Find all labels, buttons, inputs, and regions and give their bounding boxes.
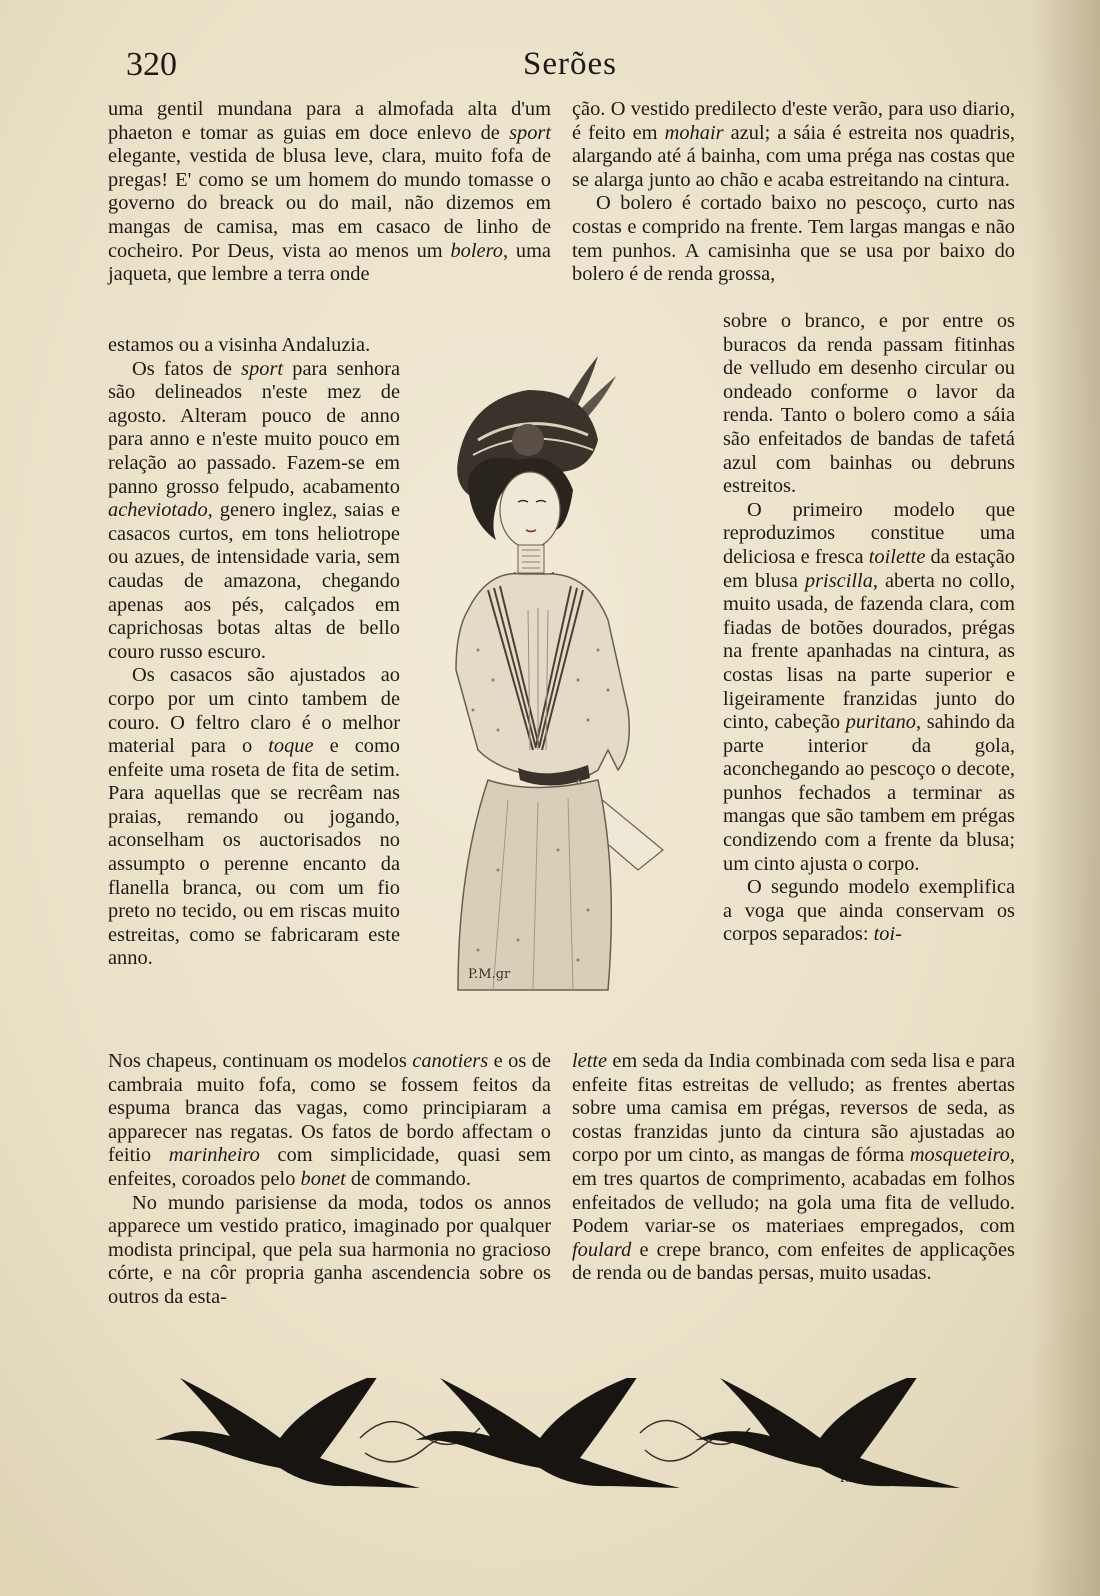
border-signature: P.M.gr [840,1472,876,1485]
paragraph: Os fatos de sport para senhora são delineados n'este mez de agosto. Alteram pouco de anno para anno e n'este muito pouco em relação ao passado. Fazem-se em panno grosso felpudo, acabamento acheviotado, genero inglez, saias e casacos curtos, em tons heliotrope ou azues, de intensidade varia, sem caudas de amazona, chegando apenas aos pés, calçados em caprichosas botas altas de bello couro russo escuro. [108,357,400,663]
paragraph: No mundo parisiense da moda, todos os annos apparece um vestido pratico, imaginado por qualquer modista principal, que pela sua harmonia no gracioso córte, e na côr propria ganha ascendencia sobre os outros da esta- [108,1191,551,1308]
magazine-title: Serões [523,46,617,82]
paragraph: lette em seda da India combinada com seda lisa e para enfeite fitas estreitas de velludo; as frentes abertas sobre uma camisa em prégas, reversos de seda, as costas franzidas junto da cintura são ajustadas ao corpo por um cinto, as mangas de fórma mosqueteiro, em tres quartos de comprimento, acabadas em folhos enfeitados de velludo; na gola uma fita de velludo. Podem variar-se os materiaes empregados, com foulard e crepe branco, com enfeites de applicações de renda ou de bandas persas, muito usadas. [572,1050,1015,1285]
paragraph: O segundo modelo exemplifica a voga que ainda conservam os corpos separados: toi- [723,876,1015,946]
page-header [120,46,1020,86]
right-column-top [572,98,1015,287]
right-column-bottom [572,1050,1015,1286]
paragraph: Os casacos são ajustados ao corpo por um cinto tambem de couro. O feltro claro é o melhor material para o toque e como enfeite uma roseta de fita de setim. Para aquellas que se recrêam nas praias, remando ou jogando, aconselham os auctorisados no assumpto o perenne encanto da flanella branca, ou com um fio preto no tecido, ou em riscas muito estreitas, como se fabricaram este anno. [108,664,400,970]
paragraph: ção. O vestido predilecto d'este verão, para uso diario, é feito em mohair azul; a sáia é estreita nos quadris, alargando até á bainha, com uma préga nas costas que se alarga junto ao chão e acaba estreitando na cintura. [572,98,1016,191]
paragraph: Nos chapeus, continuam os modelos canotiers e os de cambraia muito fofa, como se fossem feitos da espuma branca das vagas, como principiaram a apparecer nas regatas. Os fatos de bordo affectam o feitio marinheiro com simplicidade, quasi sem enfeites, coroados pelo bonet de commando. [108,1050,551,1190]
page-edge-shadow [1030,0,1100,1596]
left-column-bottom [108,1050,551,1310]
paragraph: O bolero é cortado baixo no pescoço, curto nas costas e comprido na frente. Tem largas mangas e não tem punhos. A camisinha que se usa por baixo do bolero é de renda grossa, [572,192,1015,286]
flying-swallows-icon [150,1378,980,1528]
left-column-top [108,98,551,287]
paragraph: uma gentil mundana para a almofada alta d'um phaeton e tomar as guias em doce enlevo de sport elegante, vestida de blusa leve, clara, muito fofa de pregas! E' como se um homem do mundo tomasse o governo do breack ou do mail, não dizemos em mangas de camisa, mas em casaco de linho de cocheiro. Por Deus, vista ao menos um bolero, uma jaqueta, que lembre a terra onde [108,98,551,286]
paragraph: estamos ou a visinha Andaluzia. [108,334,371,356]
left-column-middle [108,334,400,971]
paragraph: sobre o branco, e por entre os buracos da renda passam fitinhas de velludo em desenho circular ou ondeado conforme o lavor da renda. Tanto o bolero como a sáia são enfeitados de bandas de tafetá azul com bainhas ou debruns estreitos. [723,310,1015,498]
page-number: 320 [126,46,177,83]
paragraph: O primeiro modelo que reproduzimos constitue uma deliciosa e fresca toilette da estação em blusa priscilla, aberta no collo, muito usada, de fazenda clara, com fiadas de botões dourados, prégas na frente apanhadas na cintura, as costas lisas na parte superior e ligeiramente franzidas junto do cinto, cabeção puritano, sahindo da parte interior da gola, aconchegando ao pescoço o decote, punhos fechados a terminar as mangas que são tambem em prégas condizendo com a frente da blusa; um cinto ajusta o corpo. [723,498,1016,875]
fashion-plate-woman-icon [438,350,688,1010]
right-column-middle [723,310,1015,947]
illustration-signature: P.M.gr [468,967,511,982]
